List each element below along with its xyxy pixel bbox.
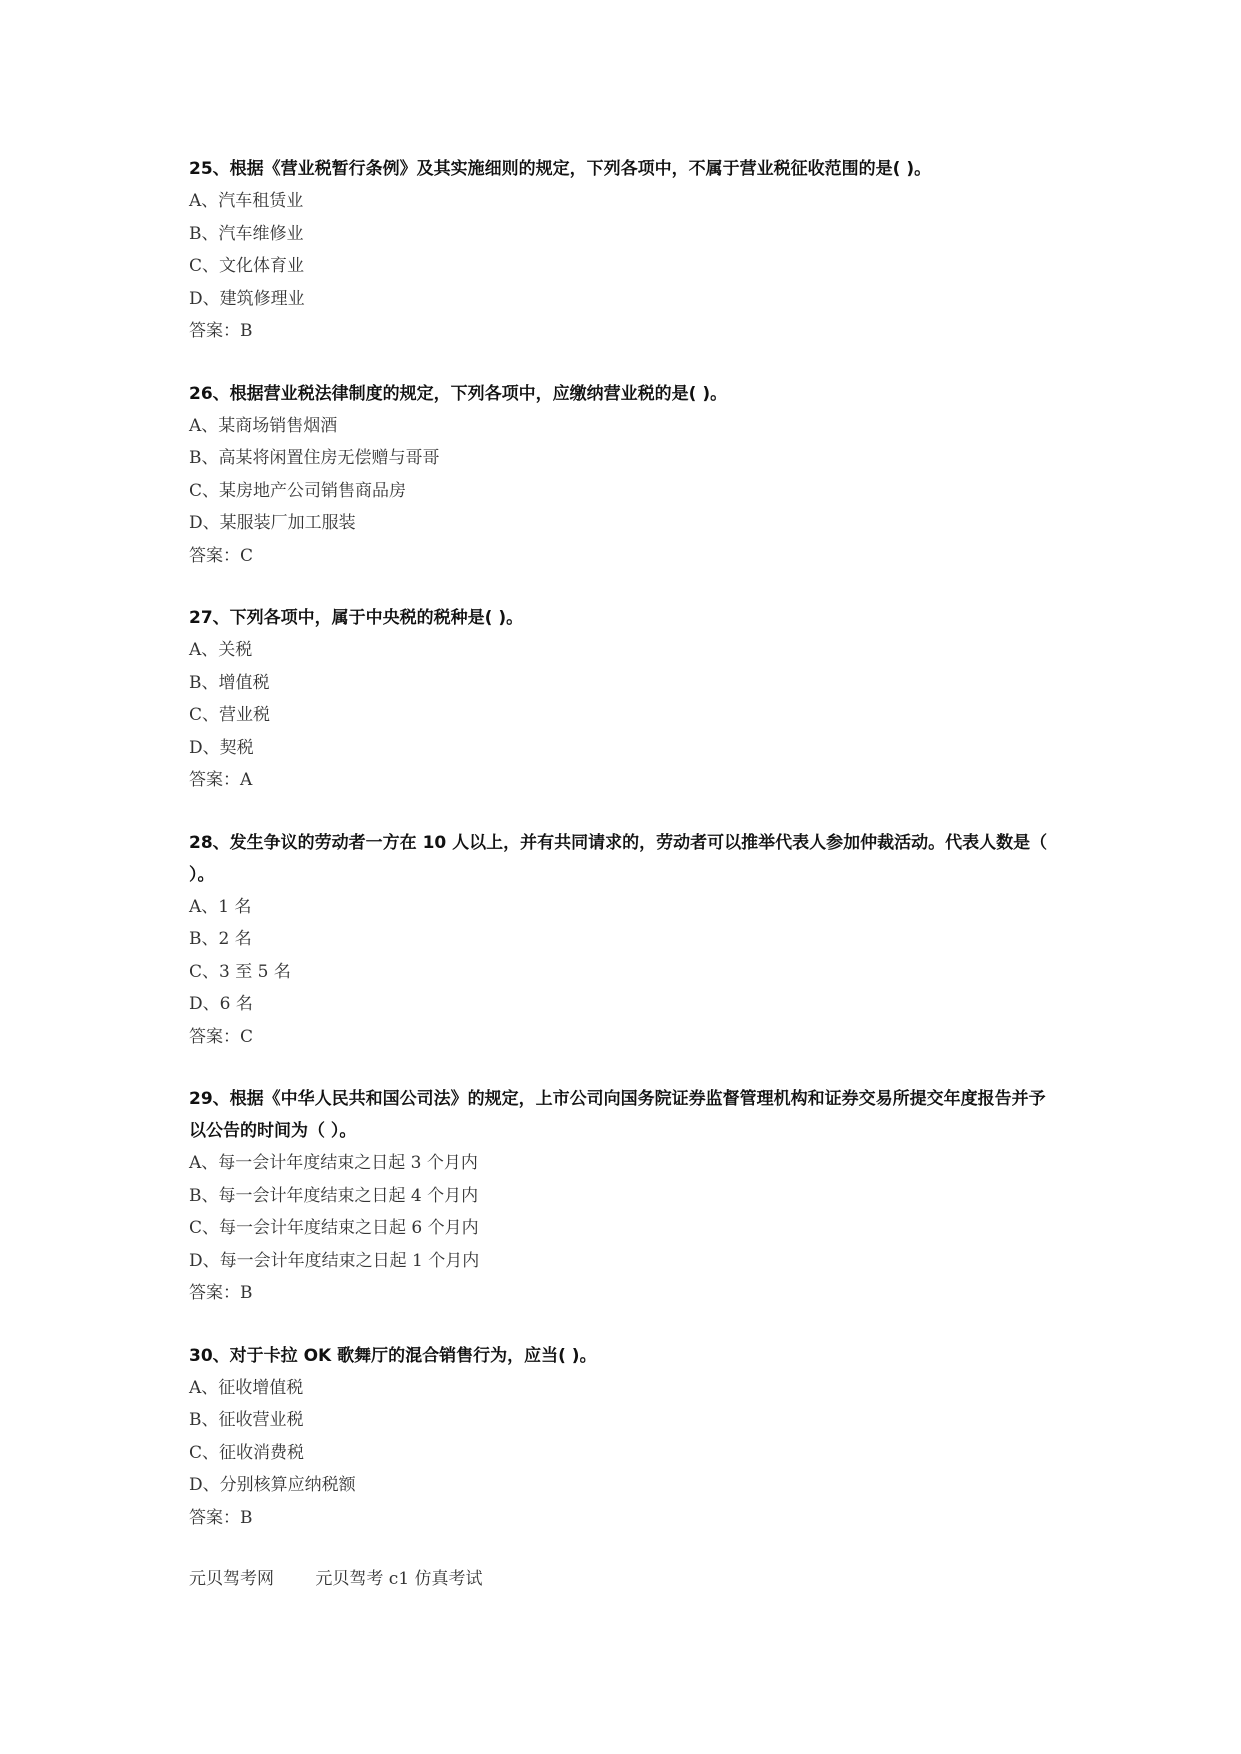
option-c: C、营业税 <box>189 705 271 725</box>
question-30 <box>189 1340 1059 1535</box>
option-b: B、增值税 <box>189 672 270 693</box>
option-a: A、某商场销售烟酒 <box>189 415 338 436</box>
question-title: 28、发生争议的劳动者一方在 10 人以上，并有共同请求的，劳动者可以推举代表人参加仲裁活动。代表人数是（ ）。 <box>189 832 1048 885</box>
question-list <box>189 153 1059 1564</box>
footer-link-site[interactable]: 元贝驾考网 <box>189 1569 274 1589</box>
answer: 答案：C <box>189 1026 254 1047</box>
question-29 <box>189 1083 1059 1310</box>
option-d: D、契税 <box>189 737 254 758</box>
question-title: 25、根据《营业税暂行条例》及其实施细则的规定，下列各项中，不属于营业税征收范围的是( )。 <box>189 159 932 179</box>
option-c: C、征收消费税 <box>189 1442 305 1463</box>
option-d: D、每一会计年度结束之日起 1 个月内 <box>189 1250 480 1271</box>
answer: 答案：B <box>189 1507 253 1528</box>
answer: 答案：C <box>189 545 254 566</box>
question-26 <box>189 378 1059 573</box>
answer: 答案：B <box>189 1283 253 1303</box>
footer-link-exam[interactable]: 元贝驾考 c1 仿真考试 <box>315 1569 483 1589</box>
option-d: D、6 名 <box>189 994 253 1014</box>
option-b: B、高某将闲置住房无偿赠与哥哥 <box>189 448 440 468</box>
option-a: A、每一会计年度结束之日起 3 个月内 <box>189 1153 478 1173</box>
option-c: C、每一会计年度结束之日起 6 个月内 <box>189 1218 479 1238</box>
answer: 答案：B <box>189 321 253 341</box>
option-d: D、建筑修理业 <box>189 288 305 309</box>
option-d: D、某服装厂加工服装 <box>189 513 356 533</box>
question-27 <box>189 602 1059 797</box>
option-c: C、某房地产公司销售商品房 <box>189 480 407 501</box>
question-title: 26、根据营业税法律制度的规定，下列各项中，应缴纳营业税的是( )。 <box>189 383 728 404</box>
question-title: 30、对于卡拉 OK 歌舞厅的混合销售行为，应当( )。 <box>189 1345 597 1366</box>
answer: 答案：A <box>189 770 253 790</box>
option-b: B、每一会计年度结束之日起 4 个月内 <box>189 1185 479 1206</box>
option-c: C、文化体育业 <box>189 256 305 276</box>
footer-links <box>189 1563 483 1595</box>
question-title: 29、根据《中华人民共和国公司法》的规定，上市公司向国务院证券监督管理机构和证券交易所提交年度报告并予以公告的时间为（ ）。 <box>189 1089 1046 1141</box>
option-b: B、汽车维修业 <box>189 223 304 244</box>
question-title: 27、下列各项中，属于中央税的税种是( )。 <box>189 608 524 628</box>
question-28 <box>189 827 1059 1054</box>
option-a: A、关税 <box>189 640 253 660</box>
option-d: D、分别核算应纳税额 <box>189 1475 356 1495</box>
option-a: A、1 名 <box>189 896 252 917</box>
option-a: A、征收增值税 <box>189 1377 304 1398</box>
option-a: A、汽车租赁业 <box>189 191 304 211</box>
option-b: B、2 名 <box>189 929 252 949</box>
option-c: C、3 至 5 名 <box>189 961 291 982</box>
question-25 <box>189 153 1059 348</box>
option-b: B、征收营业税 <box>189 1410 304 1430</box>
